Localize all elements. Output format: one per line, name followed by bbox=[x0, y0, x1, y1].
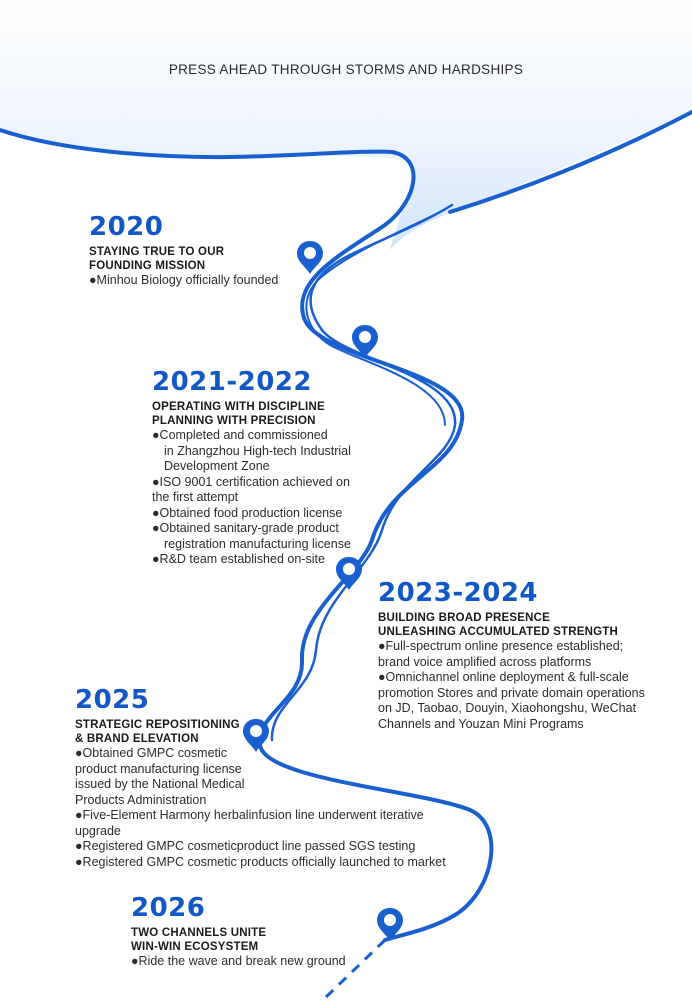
milestone-2026 bbox=[131, 893, 391, 970]
milestone-item: the first attempt bbox=[152, 490, 239, 504]
title-line: STAYING TRUE TO OUR bbox=[89, 246, 225, 258]
milestone-item: ●Obtained sanitary-grade product bbox=[152, 521, 339, 535]
milestone-item: upgrade bbox=[75, 823, 121, 838]
milestone-title bbox=[75, 718, 495, 746]
milestone-year: 2026 bbox=[131, 893, 206, 923]
title-line: PLANNING WITH PRECISION bbox=[152, 415, 316, 427]
milestone-2025 bbox=[75, 685, 495, 870]
milestone-item: ●Minhou Biology officially founded bbox=[89, 273, 279, 287]
title-line: & BRAND ELEVATION bbox=[75, 733, 199, 745]
title-line: OPERATING WITH DISCIPLINE bbox=[152, 401, 325, 413]
milestone-item: ●Registered GMPC cosmetic products officially launched to market bbox=[75, 854, 446, 869]
milestone-item: Development Zone bbox=[164, 459, 270, 473]
milestone-year: 2025 bbox=[75, 685, 150, 715]
milestone-item: ●Obtained GMPC cosmetic bbox=[75, 746, 228, 760]
title-line: STRATEGIC REPOSITIONING bbox=[75, 719, 240, 731]
milestone-item: ●Completed and commissioned bbox=[152, 428, 328, 442]
title-line: BUILDING BROAD PRESENCE bbox=[378, 612, 551, 624]
title-line: TWO CHANNELS UNITE bbox=[131, 927, 267, 939]
milestone-item: product manufacturing license bbox=[75, 761, 242, 776]
milestone-title bbox=[152, 400, 392, 428]
milestone-year: 2020 bbox=[89, 212, 164, 242]
milestone-item: promotion Stores and private domain operations bbox=[378, 685, 645, 700]
milestone-item: registration manufacturing license bbox=[164, 536, 351, 551]
milestone-year: 2021-2022 bbox=[152, 367, 313, 397]
milestone-item: brand voice amplified across platforms bbox=[378, 654, 592, 669]
milestone-year: 2023-2024 bbox=[378, 578, 539, 608]
milestone-title bbox=[378, 611, 678, 639]
page-header: PRESS AHEAD THROUGH STORMS AND HARDSHIPS bbox=[168, 62, 524, 77]
milestone-item: issued by the National Medical bbox=[75, 777, 245, 791]
milestone-title bbox=[89, 245, 309, 273]
title-line: WIN-WIN ECOSYSTEM bbox=[131, 941, 259, 953]
milestone-item: ●Full-spectrum online presence established; bbox=[378, 639, 624, 653]
milestone-item: ●Ride the wave and break new ground bbox=[131, 954, 346, 968]
milestone-item: ●Obtained food production license bbox=[152, 505, 343, 520]
milestone-title bbox=[131, 926, 391, 954]
milestone-2020 bbox=[89, 212, 309, 289]
milestone-2021-2022 bbox=[152, 367, 392, 568]
milestone-item: ●R&D team established on-site bbox=[152, 552, 325, 566]
milestone-item: Products Administration bbox=[75, 792, 207, 807]
milestone-item: ●Registered GMPC cosmeticproduct line passed SGS testing bbox=[75, 839, 416, 853]
title-line: UNLEASHING ACCUMULATED STRENGTH bbox=[378, 626, 619, 638]
title-line: FOUNDING MISSION bbox=[89, 260, 206, 272]
milestone-item: ●Five-Element Harmony herbalinfusion line underwent iterative bbox=[75, 808, 424, 822]
milestone-item: ●Omnichannel online deployment & full-scale bbox=[378, 670, 629, 684]
milestone-item: ●ISO 9001 certification achieved on bbox=[152, 474, 350, 489]
milestone-item: on JD, Taobao, Douyin, Xiaohongshu, WeChat bbox=[378, 701, 637, 715]
milestone-item: Channels and Youzan Mini Programs bbox=[378, 716, 584, 731]
milestone-item: in Zhangzhou High-tech Industrial bbox=[164, 443, 351, 458]
